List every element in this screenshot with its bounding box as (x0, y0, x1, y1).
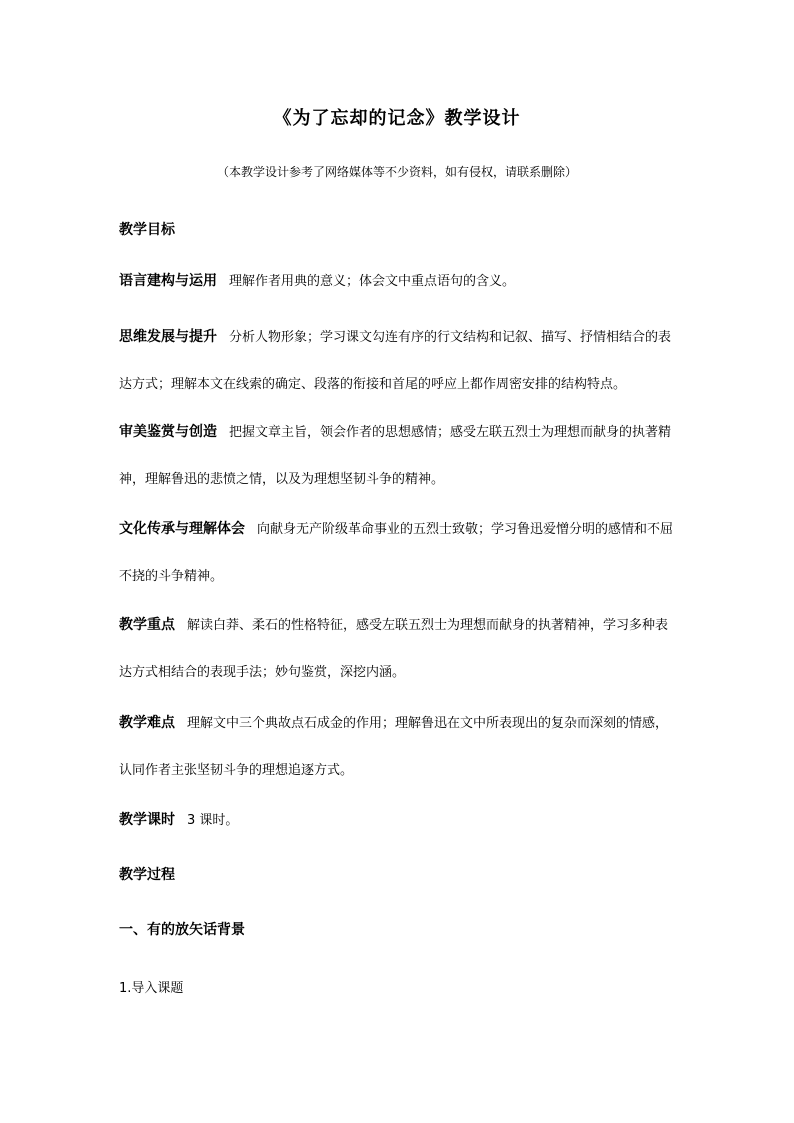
goal-label: 审美鉴赏与创造 (119, 424, 217, 440)
document-title: 《为了忘却的记念》教学设计 (273, 108, 521, 129)
key-points-label: 教学重点 (119, 617, 175, 633)
section-heading-process: 教学过程 (119, 867, 175, 883)
key-points-text: 解读白莽、柔石的性格特征，感受左联五烈士为理想而献身的执著精神，学习多种表达方式相结合的表现手法；妙句鉴赏，深挖内涵。 (119, 618, 669, 680)
difficulties-label: 教学难点 (119, 715, 175, 731)
goal-text: 理解作者用典的意义；体会文中重点语句的含义。 (229, 274, 516, 289)
goal-label: 思维发展与提升 (119, 329, 217, 345)
goal-thinking (119, 314, 679, 408)
key-points (119, 602, 679, 696)
goal-label: 语言建构与运用 (119, 273, 217, 289)
goal-culture (119, 506, 679, 600)
teaching-hours (119, 797, 679, 844)
difficulties-text: 理解文中三个典故点石成金的作用；理解鲁迅在文中所表现出的复杂而深刻的情感，认同作者主张坚韧斗争的理想追逐方式。 (119, 716, 669, 778)
goal-text: 向献身无产阶级革命事业的五烈士致敬；学习鲁迅爱憎分明的感情和不屈不挠的斗争精神。 (119, 522, 674, 584)
difficulties (119, 700, 679, 794)
teaching-hours-label: 教学课时 (119, 812, 175, 828)
teaching-hours-text: 3 课时。 (187, 813, 239, 828)
section-heading-goals: 教学目标 (119, 222, 175, 238)
goal-aesthetic (119, 409, 679, 503)
goal-text: 分析人物形象；学习课文勾连有序的行文结构和记叙、描写、抒情相结合的表达方式；理解本文在线索的确定、段落的衔接和首尾的呼应上都作周密安排的结构特点。 (119, 330, 672, 392)
document-subtitle: （本教学设计参考了网络媒体等不少资料，如有侵权，请联系删除） (216, 165, 577, 179)
part-one-heading: 一、有的放矢话背景 (119, 922, 245, 938)
step-one: 1.导入课题 (119, 981, 184, 996)
goal-language (119, 258, 679, 305)
goal-label: 文化传承与理解体会 (119, 521, 245, 537)
goal-text: 把握文章主旨，领会作者的思想感情；感受左联五烈士为理想而献身的执著精神，理解鲁迅的悲愤之情，以及为理想坚韧斗争的精神。 (119, 425, 672, 487)
